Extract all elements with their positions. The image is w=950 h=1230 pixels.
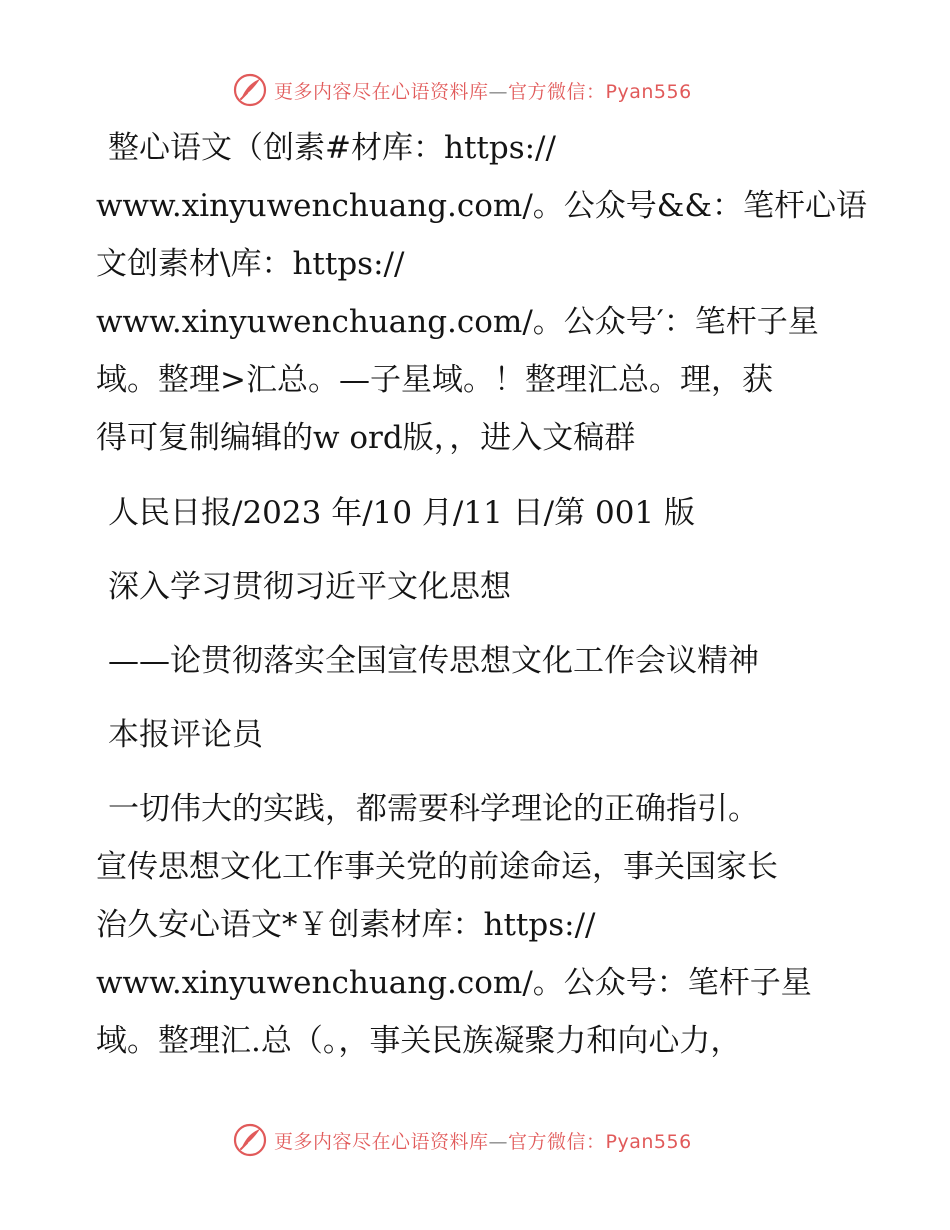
article-subtitle: ——论贯彻落实全国宣传思想文化工作会议精神 xyxy=(108,643,759,679)
text-line: 宣传思想文化工作事关党的前途命运，事关国家长 xyxy=(96,849,778,885)
text-line: www.xinyuwenchuang.com/。公众号&&：笔杆心语 xyxy=(96,188,867,224)
watermark-text: 更多内容尽在心语资料库—官方微信：Pyan556 xyxy=(274,1130,692,1153)
footer-watermark xyxy=(232,1120,692,1160)
watermark-text: 更多内容尽在心语资料库—官方微信：Pyan556 xyxy=(274,80,692,103)
text-line: 整心语文（创素#材库：https:// xyxy=(108,130,556,166)
feather-seal-icon xyxy=(232,1122,268,1158)
dateline: 人民日报/2023 年/10 月/11 日/第 001 版 xyxy=(108,495,696,531)
text-line: www.xinyuwenchuang.com/。公众号：笔杆子星 xyxy=(96,965,812,1001)
header-watermark xyxy=(232,70,692,110)
text-line: www.xinyuwenchuang.com/。公众号′：笔杆子星 xyxy=(96,304,819,340)
text-line: 一切伟大的实践，都需要科学理论的正确指引。 xyxy=(108,791,759,827)
text-line: 治久安心语文*￥创素材库：https:// xyxy=(96,907,596,943)
text-line: 文创素材\库：https:// xyxy=(96,246,405,282)
feather-seal-icon xyxy=(232,72,268,108)
text-line: 域。整理汇.总（。，事关民族凝聚力和向心力， xyxy=(96,1023,742,1059)
text-line: 域。整理>汇总。—子星域。！整理汇总。理，获 xyxy=(96,362,773,398)
byline: 本报评论员 xyxy=(108,717,263,753)
text-line: 得可复制编辑的w ord版，，进入文稿群 xyxy=(96,420,636,456)
article-title: 深入学习贯彻习近平文化思想 xyxy=(108,569,511,605)
